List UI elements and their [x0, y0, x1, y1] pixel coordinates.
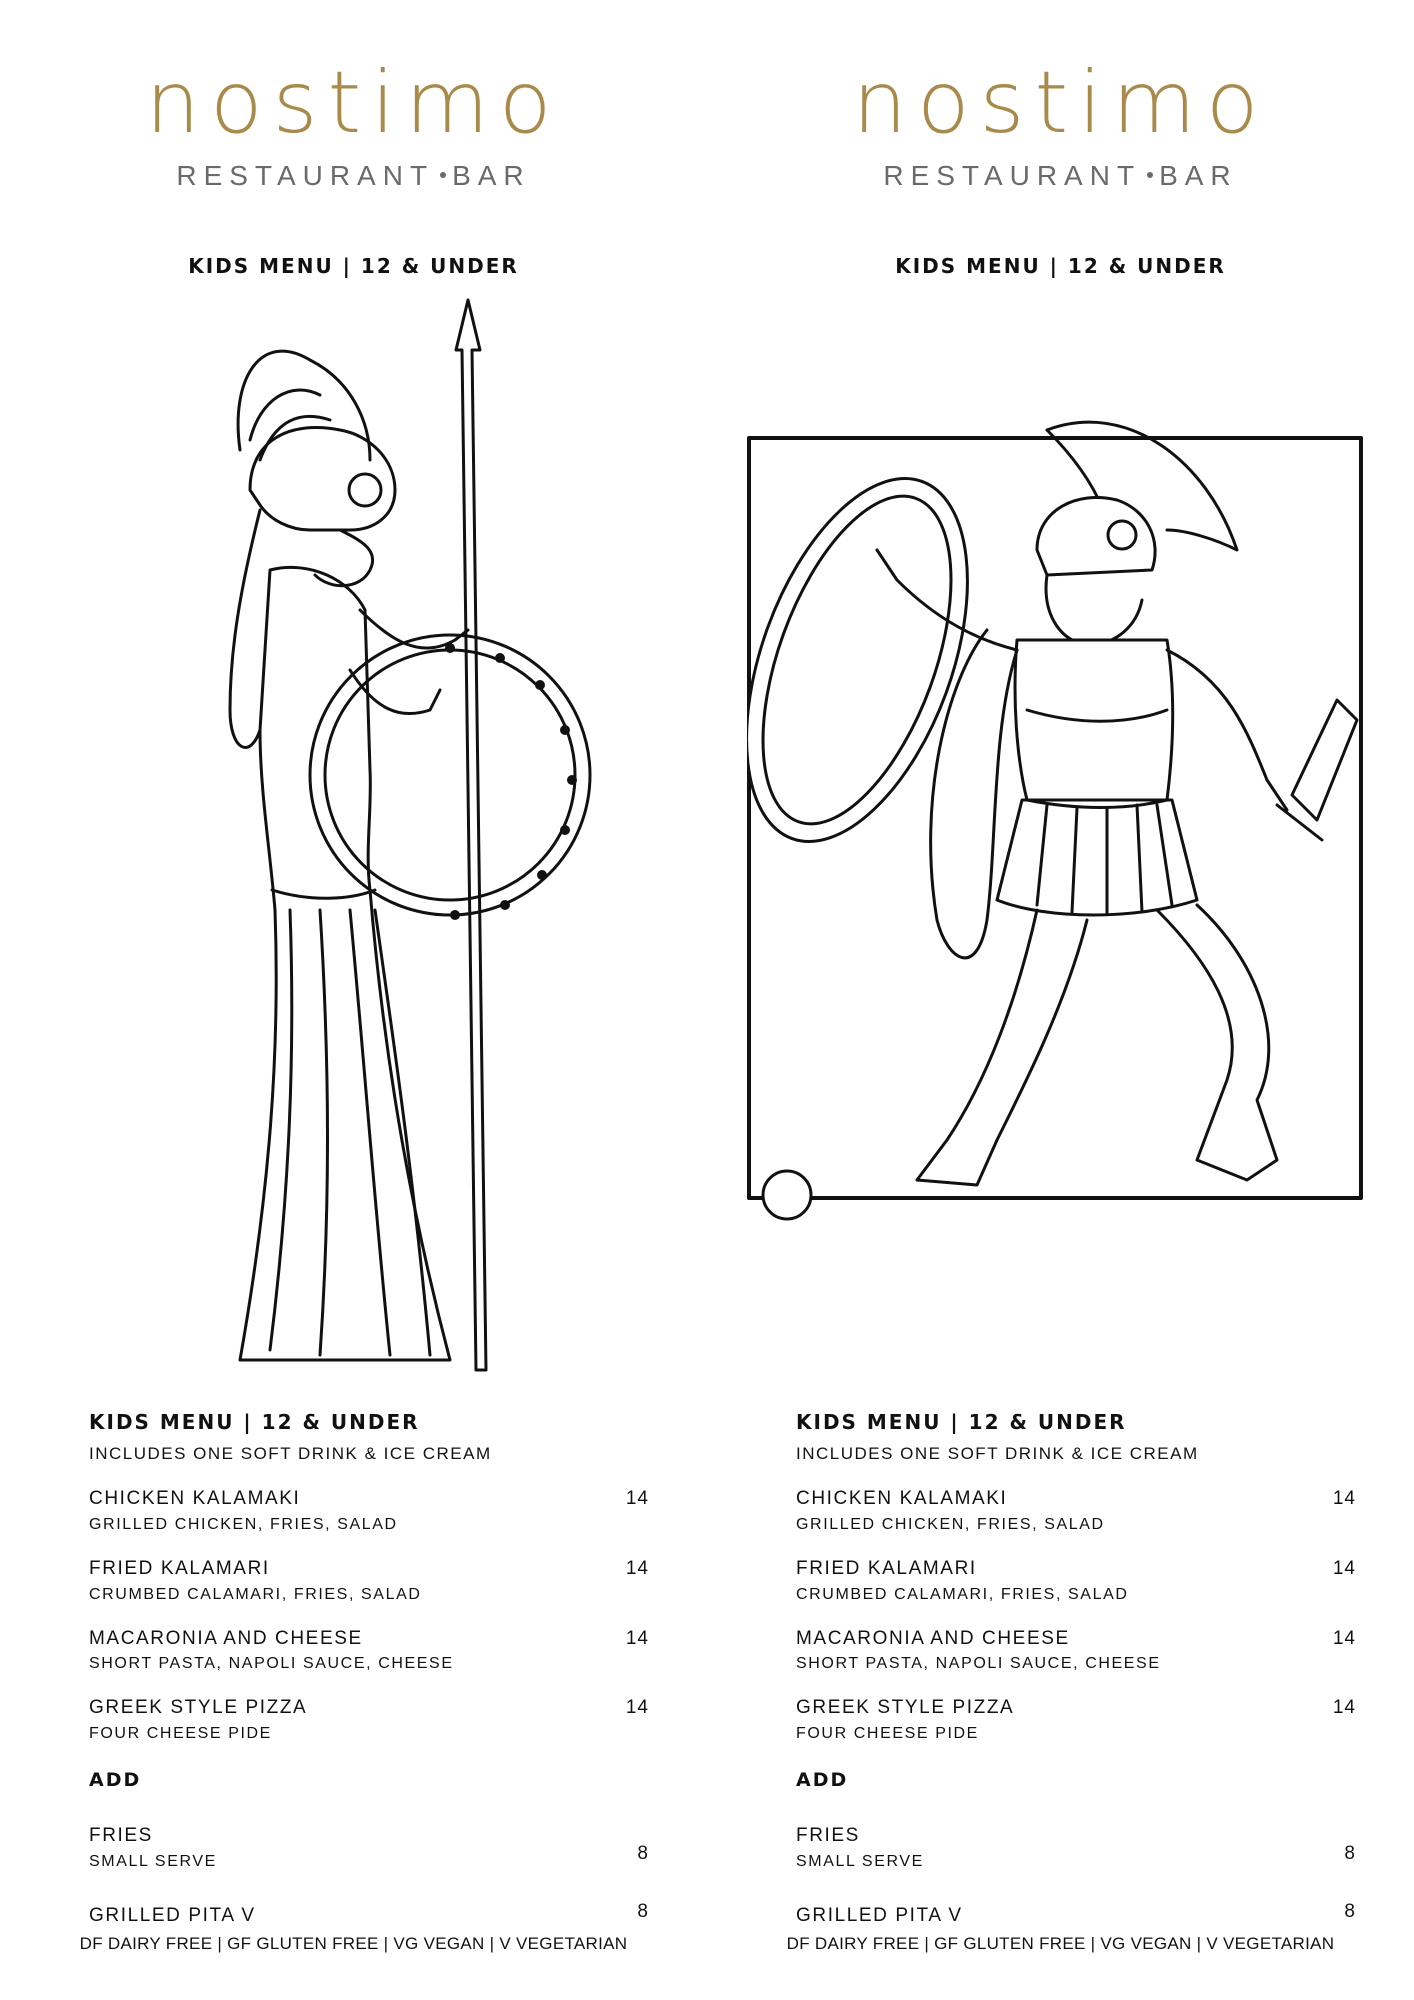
- item-description: FOUR CHEESE PIDE: [796, 1725, 979, 1743]
- item-name: MACARONIA AND CHEESE: [796, 1627, 1070, 1649]
- brand-dot: [1147, 172, 1153, 178]
- brand-subtitle: [707, 160, 1414, 192]
- item-name: GRILLED PITA V: [89, 1904, 256, 1926]
- menu-note: INCLUDES ONE SOFT DRINK & ICE CREAM: [89, 1444, 492, 1463]
- item-price: 14: [1332, 1488, 1356, 1509]
- dietary-legend: DF DAIRY FREE | GF GLUTEN FREE | VG VEGAN | V VEGETARIAN: [786, 1934, 1335, 1953]
- athena-illustration: [200, 290, 600, 1390]
- brand-sub-restaurant: RESTAURANT: [176, 160, 435, 191]
- item-price: 8: [637, 1843, 649, 1865]
- dietary-legend: DF DAIRY FREE | GF GLUTEN FREE | VG VEGAN | V VEGETARIAN: [79, 1934, 628, 1953]
- menu-panel-right: [707, 0, 1414, 2000]
- menu-item: [796, 1558, 1376, 1604]
- item-description: SHORT PASTA, NAPOLI SAUCE, CHEESE: [796, 1655, 1161, 1673]
- item-name: CHICKEN KALAMAKI: [89, 1488, 301, 1509]
- item-name: FRIES: [796, 1825, 860, 1847]
- menu-item: [796, 1697, 1376, 1743]
- item-name: FRIED KALAMARI: [796, 1557, 977, 1579]
- menu-item: [796, 1488, 1376, 1534]
- page-heading: KIDS MENU | 12 & UNDER: [188, 254, 519, 278]
- add-item: [89, 1825, 669, 1871]
- item-description: SMALL SERVE: [89, 1852, 217, 1870]
- menu-heading: KIDS MENU | 12 & UNDER: [796, 1410, 1127, 1434]
- add-item: [796, 1900, 1376, 1928]
- item-price: 14: [625, 1627, 649, 1649]
- menu-item: [89, 1628, 669, 1674]
- add-item: [796, 1825, 1376, 1871]
- brand-name: nostimo: [852, 53, 1269, 153]
- item-price: 14: [1332, 1557, 1356, 1579]
- brand-logo: [0, 53, 707, 192]
- item-description: CRUMBED CALAMARI, FRIES, SALAD: [796, 1585, 1129, 1603]
- item-description: FOUR CHEESE PIDE: [89, 1725, 272, 1743]
- item-price: 14: [625, 1697, 649, 1719]
- item-name: GREEK STYLE PIZZA: [89, 1697, 308, 1719]
- item-price: 8: [1344, 1843, 1356, 1865]
- menu-note: INCLUDES ONE SOFT DRINK & ICE CREAM: [796, 1444, 1199, 1463]
- item-price: 8: [1344, 1900, 1356, 1922]
- item-price: 8: [637, 1900, 649, 1922]
- item-name: CHICKEN KALAMAKI: [796, 1488, 1008, 1509]
- item-description: CRUMBED CALAMARI, FRIES, SALAD: [89, 1585, 422, 1603]
- warrior-illustration: [747, 400, 1377, 1240]
- add-heading: ADD: [89, 1769, 142, 1792]
- item-description: SMALL SERVE: [796, 1852, 924, 1870]
- brand-sub-bar: BAR: [452, 160, 531, 191]
- item-price: 14: [625, 1488, 649, 1509]
- item-description: SHORT PASTA, NAPOLI SAUCE, CHEESE: [89, 1655, 454, 1673]
- item-name: GREEK STYLE PIZZA: [796, 1697, 1015, 1719]
- brand-sub-bar: BAR: [1159, 160, 1238, 191]
- menu-item: [89, 1488, 669, 1534]
- item-name: MACARONIA AND CHEESE: [89, 1627, 363, 1649]
- menu-item: [796, 1628, 1376, 1674]
- item-name: FRIES: [89, 1825, 153, 1847]
- item-description: GRILLED CHICKEN, FRIES, SALAD: [89, 1515, 398, 1533]
- add-item: [89, 1900, 669, 1928]
- page-heading: KIDS MENU | 12 & UNDER: [895, 254, 1226, 278]
- item-description: GRILLED CHICKEN, FRIES, SALAD: [796, 1515, 1105, 1533]
- brand-name: nostimo: [145, 53, 562, 153]
- brand-sub-restaurant: RESTAURANT: [883, 160, 1142, 191]
- brand-logo: [707, 53, 1414, 192]
- kids-menu: [89, 1410, 669, 1928]
- brand-subtitle: [0, 160, 707, 192]
- kids-menu: [796, 1410, 1376, 1928]
- menu-item: [89, 1697, 669, 1743]
- item-price: 14: [625, 1557, 649, 1579]
- item-name: FRIED KALAMARI: [89, 1557, 270, 1579]
- item-name: GRILLED PITA V: [796, 1904, 963, 1926]
- add-heading: ADD: [796, 1769, 849, 1792]
- item-price: 14: [1332, 1697, 1356, 1719]
- menu-heading: KIDS MENU | 12 & UNDER: [89, 1410, 420, 1434]
- item-price: 14: [1332, 1627, 1356, 1649]
- menu-item: [89, 1558, 669, 1604]
- brand-dot: [440, 172, 446, 178]
